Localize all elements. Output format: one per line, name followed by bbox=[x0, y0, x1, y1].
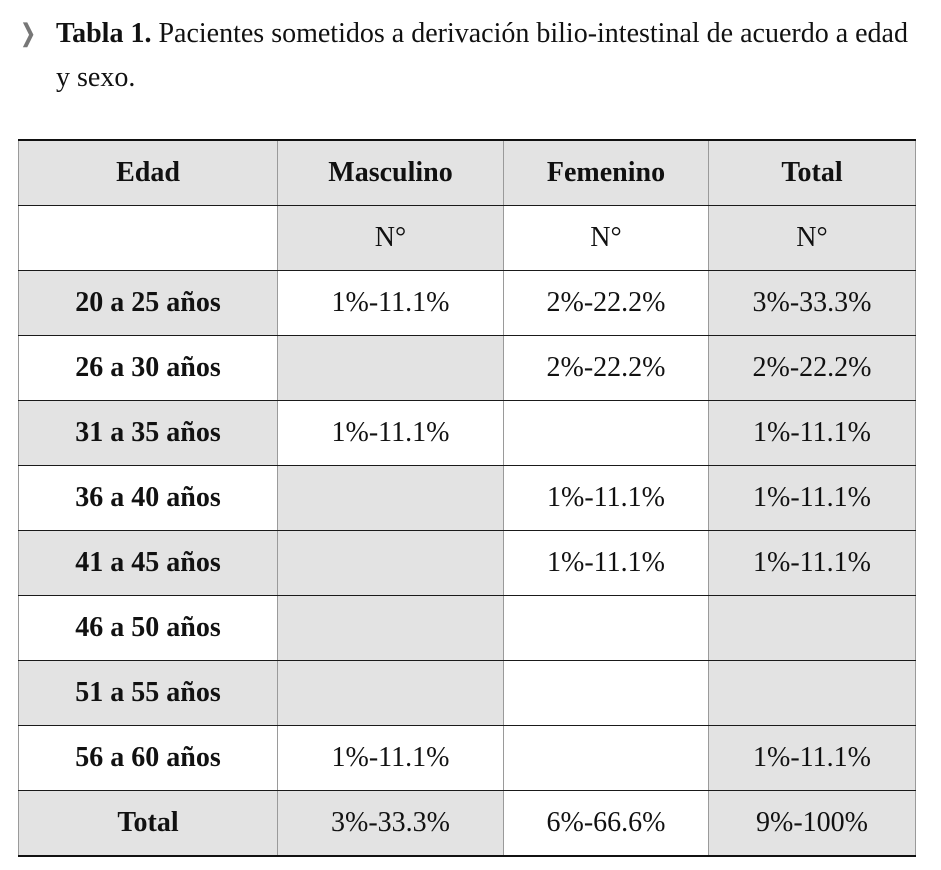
table-row bbox=[19, 531, 916, 596]
subheader-femenino: N° bbox=[504, 206, 709, 271]
cell-edad: 20 a 25 años bbox=[19, 271, 278, 336]
table-row bbox=[19, 726, 916, 791]
cell-masculino: 1%-11.1% bbox=[278, 401, 504, 466]
cell-edad: 26 a 30 años bbox=[19, 336, 278, 401]
cell-femenino bbox=[504, 401, 709, 466]
cell-total: 3%-33.3% bbox=[709, 271, 916, 336]
bullet-marker-icon: ❭ bbox=[18, 21, 39, 47]
total-row bbox=[19, 791, 916, 857]
cell-total: 2%-22.2% bbox=[709, 336, 916, 401]
cell-edad: 36 a 40 años bbox=[19, 466, 278, 531]
cell-masculino bbox=[278, 466, 504, 531]
caption-label: Tabla 1. bbox=[56, 18, 152, 49]
cell-femenino bbox=[504, 726, 709, 791]
caption-text-block bbox=[56, 12, 918, 100]
cell-femenino: 2%-22.2% bbox=[504, 271, 709, 336]
table-row bbox=[19, 596, 916, 661]
total-total: 9%-100% bbox=[709, 791, 916, 857]
caption-description: Pacientes sometidos a derivación bilio-intestinal de acuerdo a edad y sexo. bbox=[56, 18, 908, 93]
cell-edad: 31 a 35 años bbox=[19, 401, 278, 466]
table-row bbox=[19, 271, 916, 336]
table-row bbox=[19, 401, 916, 466]
cell-edad: 56 a 60 años bbox=[19, 726, 278, 791]
subheader-edad bbox=[19, 206, 278, 271]
cell-masculino bbox=[278, 596, 504, 661]
cell-total: 1%-11.1% bbox=[709, 726, 916, 791]
table-row bbox=[19, 466, 916, 531]
subheader-row bbox=[19, 206, 916, 271]
patients-table bbox=[18, 139, 916, 857]
total-label: Total bbox=[19, 791, 278, 857]
cell-femenino bbox=[504, 596, 709, 661]
header-total: Total bbox=[709, 140, 916, 206]
cell-total bbox=[709, 596, 916, 661]
header-edad: Edad bbox=[19, 140, 278, 206]
header-row bbox=[19, 140, 916, 206]
cell-total: 1%-11.1% bbox=[709, 531, 916, 596]
cell-total bbox=[709, 661, 916, 726]
subheader-total: N° bbox=[709, 206, 916, 271]
cell-total: 1%-11.1% bbox=[709, 466, 916, 531]
cell-masculino: 1%-11.1% bbox=[278, 726, 504, 791]
total-masculino: 3%-33.3% bbox=[278, 791, 504, 857]
table-caption bbox=[18, 12, 918, 100]
cell-masculino: 1%-11.1% bbox=[278, 271, 504, 336]
cell-total: 1%-11.1% bbox=[709, 401, 916, 466]
cell-masculino bbox=[278, 661, 504, 726]
cell-edad: 51 a 55 años bbox=[19, 661, 278, 726]
table-row bbox=[19, 661, 916, 726]
cell-femenino: 1%-11.1% bbox=[504, 531, 709, 596]
cell-masculino bbox=[278, 531, 504, 596]
header-masculino: Masculino bbox=[278, 140, 504, 206]
cell-femenino bbox=[504, 661, 709, 726]
header-femenino: Femenino bbox=[504, 140, 709, 206]
subheader-masculino: N° bbox=[278, 206, 504, 271]
cell-edad: 41 a 45 años bbox=[19, 531, 278, 596]
cell-masculino bbox=[278, 336, 504, 401]
cell-edad: 46 a 50 años bbox=[19, 596, 278, 661]
cell-femenino: 2%-22.2% bbox=[504, 336, 709, 401]
table-row bbox=[19, 336, 916, 401]
total-femenino: 6%-66.6% bbox=[504, 791, 709, 857]
cell-femenino: 1%-11.1% bbox=[504, 466, 709, 531]
